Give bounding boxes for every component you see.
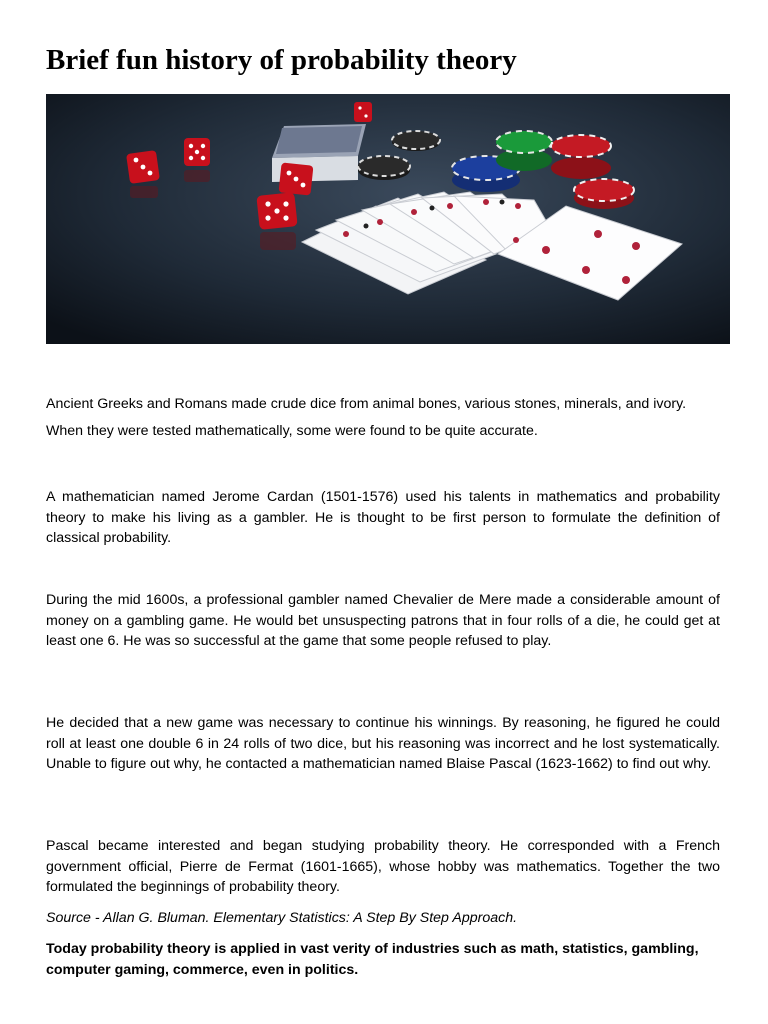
paragraph-cardan: A mathematician named Jerome Cardan (1501-1576) used his talents in mathematics and probability theory to make his living as a gambler. He is thought to be first person to formulate the definition of classical probability.	[46, 489, 720, 547]
paragraph-double-six: He decided that a new game was necessary to continue his winnings. By reasoning, he figured he could roll at least one double 6 in 24 rolls of two dice, but his reasoning was incorrect and he lost systematically. Unable to figure out why, he contacted a mathematician named Blaise Pascal (1623-1662) to find out why.	[46, 715, 720, 773]
source-citation: Source - Allan G. Bluman. Elementary Statistics: A Step By Step Approach.	[46, 910, 518, 926]
conclusion-text: Today probability theory is applied in vast verity of industries such as math, statistics, gambling, computer gaming, commerce, even in politics.	[46, 941, 699, 978]
paragraph-de-mere: During the mid 1600s, a professional gambler named Chevalier de Mere made a considerable amount of money on a gambling game. He would bet unsuspecting patrons that in four rolls of a die, he could get at least one 6. He was so successful at the game that some people refused to play.	[46, 592, 720, 650]
page-title: Brief fun history of probability theory	[46, 44, 517, 76]
paragraph-dice-origins: Ancient Greeks and Romans made crude dice from animal bones, various stones, minerals, and ivory. When they were tested mathematically, some were found to be quite accurate.	[46, 396, 687, 439]
casino-photo	[46, 94, 730, 344]
paragraph-pascal-fermat: Pascal became interested and began studying probability theory. He corresponded with a French government official, Pierre de Fermat (1601-1665), whose hobby was mathematics. Together the two formulated the beginnings of probability theory.	[46, 838, 720, 896]
